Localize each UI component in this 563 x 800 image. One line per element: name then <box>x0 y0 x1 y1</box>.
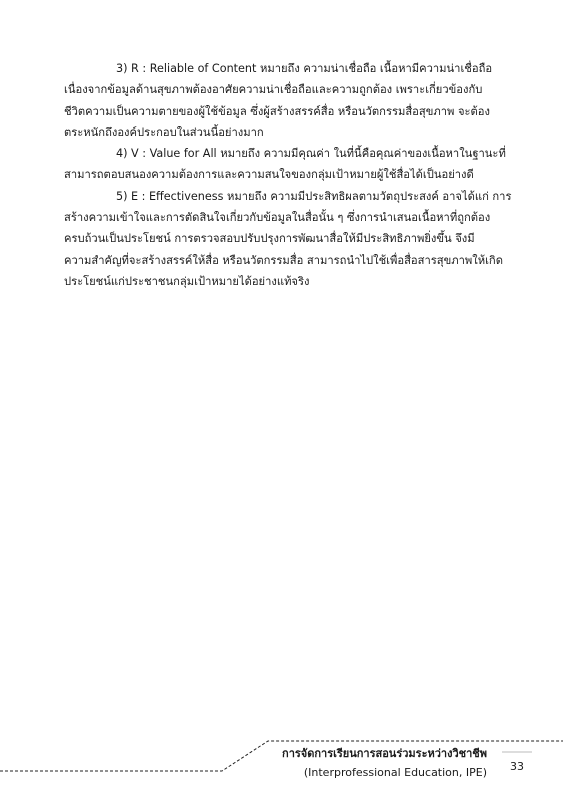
text-line: 3) R : Reliable of Content หมายถึง ความน่าเชื่อถือ เนื้อหามีความน่าเชื่อถือ <box>116 62 493 75</box>
paragraph-value-for-all <box>64 143 526 186</box>
text-line: 4) V : Value for All หมายถึง ความมีคุณค่า ในที่นี้คือคุณค่าของเนื้อหาในฐานะที่ <box>116 147 506 161</box>
page-body <box>64 58 526 292</box>
text-line: ความสำคัญที่จะสร้างสรรค์ให้สื่อ หรือนวัตกรรมสื่อ สามารถนำไปใช้เพื่อสื่อสารสุขภาพให้เกิด <box>64 253 503 267</box>
text-line: ตระหนักถึงองค์ประกอบในส่วนนี้อย่างมาก <box>64 125 264 139</box>
text-line: ครบถ้วนเป็นประโยชน์ การตรวจสอบปรับปรุงการพัฒนาสื่อให้มีประสิทธิภาพยิ่งขึ้น จึงมี <box>64 232 475 246</box>
text-line: 5) E : Effectiveness หมายถึง ความมีประสิทธิผลตามวัตถุประสงค์ อาจได้แก่ การ <box>116 189 512 203</box>
text-line: เนื่องจากข้อมูลด้านสุขภาพต้องอาศัยความน่าเชื่อถือและความถูกต้อง เพราะเกี่ยวข้องกับ <box>64 83 483 97</box>
text-line: ชีวิตความเป็นความตายของผู้ใช้ข้อมูล ซึ่งผู้สร้างสรรค์สื่อ หรือนวัตกรรมสื่อสุขภาพ จะต้อง <box>64 104 490 118</box>
paragraph-effectiveness <box>64 186 526 292</box>
text-line: ประโยชน์แก่ประชาชนกลุ่มเป้าหมายได้อย่างแท้จริง <box>64 274 310 288</box>
page-number: 33 <box>510 760 524 773</box>
footer-subtitle: (Interprofessional Education, IPE) <box>303 766 487 779</box>
text-line: สามารถตอบสนองความต้องการและความสนใจของกลุ่มเป้าหมายผู้ใช้สื่อได้เป็นอย่างดี <box>64 168 474 182</box>
text-line: สร้างความเข้าใจและการตัดสินใจเกี่ยวกับข้อมูลในสื่อนั้น ๆ ซึ่งการนำเสนอเนื้อหาที่ถูกต้อง <box>64 211 491 225</box>
paragraph-reliable-content <box>64 58 526 143</box>
footer-title: การจัดการเรียนการสอนร่วมระหว่างวิชาชีพ <box>282 747 487 760</box>
